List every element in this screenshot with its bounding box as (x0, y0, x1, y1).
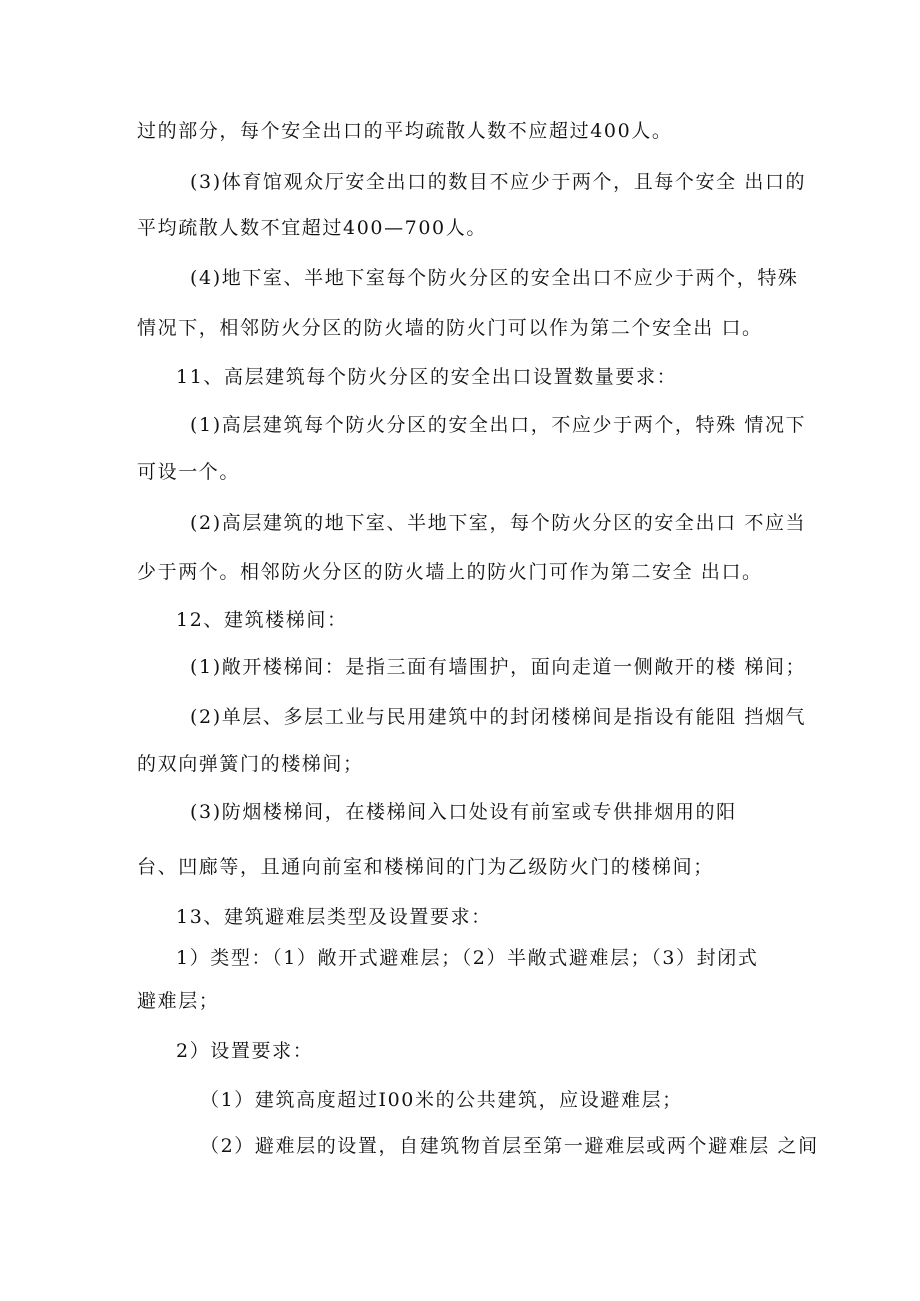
text-line: 避难层； (137, 990, 220, 1012)
text-line: （1）建筑高度超过I00米的公共建筑，应设避难层； (200, 1089, 683, 1111)
section-heading: 11、高层建筑每个防火分区的安全出口设置数量要求： (176, 366, 678, 388)
text-line: (1)高层建筑每个防火分区的安全出口，不应少于两个，特殊 情况下 (190, 414, 807, 436)
text-line: (1)敞开楼梯间：是指三面有墙围护，面向走道一侧敞开的楼 梯间； (190, 656, 807, 678)
text-line: (2)单层、多层工业与民用建筑中的封闭楼梯间是指设有能阻 挡烟气 (190, 706, 807, 728)
text-line: (3)体育馆观众厅安全出口的数目不应少于两个，且每个安全 出口的 (190, 171, 807, 193)
text-line: 少于两个。相邻防火分区的防火墙上的防火门可作为第二安全 出口。 (137, 561, 763, 583)
text-line: 情况下，相邻防火分区的防火墙的防火门可以作为第二个安全出 口。 (137, 317, 763, 339)
text-line: 平均疏散人数不宜超过400—700人。 (137, 217, 487, 239)
text-line: 1）类型：（1）敞开式避难层；（2）半敞式避难层；（3）封闭式 (176, 947, 759, 969)
text-line: (4)地下室、半地下室每个防火分区的安全出口不应少于两个，特殊 (190, 267, 799, 289)
text-line: (2)高层建筑的地下室、半地下室，每个防火分区的安全出口 不应当 (190, 512, 807, 534)
text-line: (3)防烟楼梯间，在楼梯间入口处设有前室或专供排烟用的阳 (190, 801, 737, 823)
section-heading: 13、建筑避难层类型及设置要求： (176, 906, 492, 928)
text-line: （2）避难层的设置，自建筑物首层至第一避难层或两个避难层 之间 (200, 1135, 819, 1157)
section-heading: 12、建筑楼梯间： (176, 609, 348, 631)
text-line: 2）设置要求： (176, 1040, 314, 1062)
text-line: 可设一个。 (137, 461, 241, 483)
text-line: 台、凹廊等，且通向前室和楼梯间的门为乙级防火门的楼梯间； (137, 856, 714, 878)
text-line: 过的部分，每个安全出口的平均疏散人数不应超过400人。 (137, 120, 673, 142)
text-line: 的双向弹簧门的楼梯间； (137, 753, 364, 775)
